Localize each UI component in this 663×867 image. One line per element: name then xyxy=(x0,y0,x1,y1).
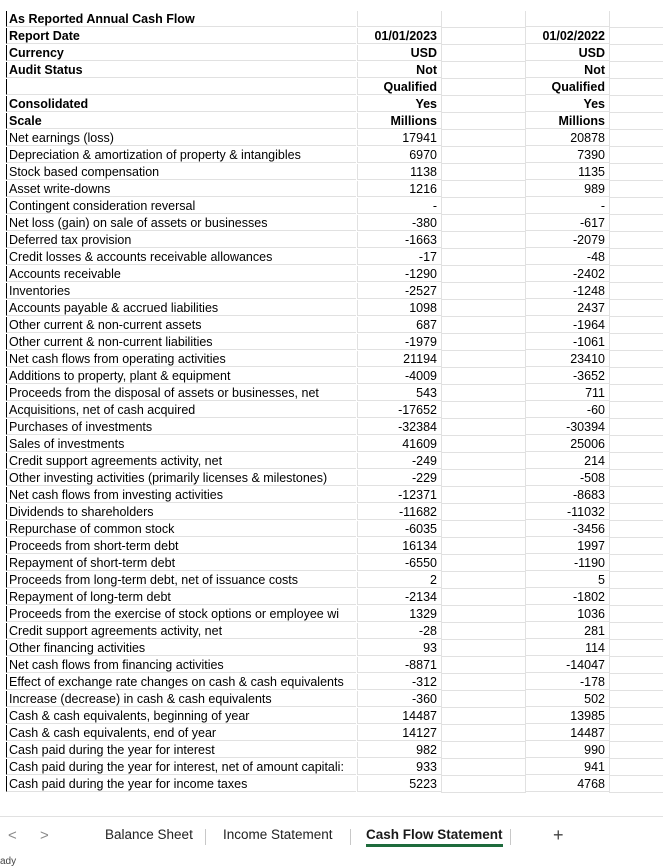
row-label-cell[interactable]: Credit support agreements activity, net xyxy=(6,453,356,469)
empty-cell[interactable] xyxy=(441,11,526,28)
value-2023-cell[interactable]: 1216 xyxy=(357,181,441,197)
value-2022-cell[interactable]: Qualified xyxy=(525,79,609,95)
value-2022-cell[interactable]: 7390 xyxy=(525,147,609,163)
value-2023-cell[interactable]: Qualified xyxy=(357,79,441,95)
empty-cell[interactable] xyxy=(441,521,526,538)
empty-cell[interactable] xyxy=(441,198,526,215)
value-2022-cell[interactable]: 1036 xyxy=(525,606,609,622)
value-2022-cell[interactable]: 1997 xyxy=(525,538,609,554)
row-label-cell[interactable]: Other current & non-current assets xyxy=(6,317,356,333)
table-row xyxy=(0,572,663,589)
table-row xyxy=(0,759,663,776)
row-label-cell[interactable]: Audit Status xyxy=(6,62,356,78)
value-2023-cell[interactable]: USD xyxy=(357,45,441,61)
value-2023-cell[interactable]: 17941 xyxy=(357,130,441,146)
value-2023-cell[interactable]: 01/01/2023 xyxy=(357,28,441,44)
empty-cell[interactable] xyxy=(609,589,663,606)
empty-cell[interactable] xyxy=(609,691,663,708)
empty-cell[interactable] xyxy=(441,470,526,487)
value-2022-cell[interactable]: 502 xyxy=(525,691,609,707)
empty-cell[interactable] xyxy=(441,164,526,181)
header-row xyxy=(0,62,663,79)
value-2022-cell[interactable]: -48 xyxy=(525,249,609,265)
empty-cell[interactable] xyxy=(609,759,663,776)
value-2023-cell[interactable]: -32384 xyxy=(357,419,441,435)
empty-cell[interactable] xyxy=(609,45,663,62)
value-2022-cell[interactable]: 4768 xyxy=(525,776,609,792)
value-2023-cell[interactable]: -2527 xyxy=(357,283,441,299)
value-2022-cell[interactable]: -2079 xyxy=(525,232,609,248)
row-label-cell[interactable]: Other current & non-current liabilities xyxy=(6,334,356,350)
value-2023-cell[interactable]: 982 xyxy=(357,742,441,758)
value-2023-cell[interactable]: 2 xyxy=(357,572,441,588)
value-2022-cell[interactable]: 214 xyxy=(525,453,609,469)
value-2023-cell[interactable]: 16134 xyxy=(357,538,441,554)
value-2022-cell[interactable]: -11032 xyxy=(525,504,609,520)
value-2023-cell[interactable]: 1329 xyxy=(357,606,441,622)
table-row xyxy=(0,164,663,181)
empty-cell[interactable] xyxy=(609,232,663,249)
empty-cell[interactable] xyxy=(441,266,526,283)
table-row xyxy=(0,232,663,249)
empty-cell[interactable] xyxy=(609,623,663,640)
row-label-cell[interactable]: As Reported Annual Cash Flow xyxy=(6,11,356,27)
add-sheet-icon[interactable]: + xyxy=(553,825,564,845)
table-row xyxy=(0,487,663,504)
empty-cell[interactable] xyxy=(609,708,663,725)
value-2022-cell[interactable]: -30394 xyxy=(525,419,609,435)
row-label-cell[interactable]: Other investing activities (primarily licenses & milestones) xyxy=(6,470,356,486)
value-2022-cell[interactable]: -1248 xyxy=(525,283,609,299)
value-2023-cell[interactable]: -12371 xyxy=(357,487,441,503)
empty-cell[interactable] xyxy=(441,147,526,164)
empty-cell[interactable] xyxy=(441,436,526,453)
empty-cell[interactable] xyxy=(609,640,663,657)
table-row xyxy=(0,725,663,742)
value-2022-cell[interactable]: 989 xyxy=(525,181,609,197)
empty-cell[interactable] xyxy=(609,674,663,691)
row-label-cell[interactable]: Other financing activities xyxy=(6,640,356,656)
empty-cell[interactable] xyxy=(609,402,663,419)
value-2022-cell[interactable]: 20878 xyxy=(525,130,609,146)
table-row xyxy=(0,504,663,521)
empty-cell[interactable] xyxy=(441,317,526,334)
row-label-cell[interactable] xyxy=(6,79,356,95)
value-2022-cell[interactable]: -14047 xyxy=(525,657,609,673)
value-2022-cell[interactable]: 941 xyxy=(525,759,609,775)
empty-cell[interactable] xyxy=(609,351,663,368)
empty-cell[interactable] xyxy=(441,385,526,402)
value-2022-cell[interactable]: 990 xyxy=(525,742,609,758)
table-row xyxy=(0,606,663,623)
value-2022-cell[interactable]: 1135 xyxy=(525,164,609,180)
value-2023-cell[interactable]: -6550 xyxy=(357,555,441,571)
empty-cell[interactable] xyxy=(441,674,526,691)
empty-cell[interactable] xyxy=(609,368,663,385)
value-2023-cell[interactable]: 933 xyxy=(357,759,441,775)
empty-cell[interactable] xyxy=(441,79,526,96)
value-2022-cell[interactable]: - xyxy=(525,198,609,214)
value-2023-cell[interactable]: 93 xyxy=(357,640,441,656)
empty-cell[interactable] xyxy=(609,79,663,96)
table-row xyxy=(0,181,663,198)
row-label-cell[interactable]: Net loss (gain) on sale of assets or businesses xyxy=(6,215,356,231)
table-row xyxy=(0,742,663,759)
empty-cell[interactable] xyxy=(609,181,663,198)
table-row xyxy=(0,147,663,164)
row-label-cell[interactable]: Stock based compensation xyxy=(6,164,356,180)
table-row xyxy=(0,674,663,691)
empty-cell[interactable] xyxy=(441,691,526,708)
value-2023-cell[interactable]: -1290 xyxy=(357,266,441,282)
table-row xyxy=(0,521,663,538)
empty-cell[interactable] xyxy=(441,453,526,470)
empty-cell[interactable] xyxy=(441,232,526,249)
value-2022-cell[interactable]: -1802 xyxy=(525,589,609,605)
value-2022-cell[interactable]: 14487 xyxy=(525,725,609,741)
table-row xyxy=(0,776,663,793)
empty-cell[interactable] xyxy=(609,130,663,147)
value-2023-cell[interactable]: -1979 xyxy=(357,334,441,350)
table-row xyxy=(0,317,663,334)
table-row xyxy=(0,368,663,385)
table-row xyxy=(0,555,663,572)
empty-cell[interactable] xyxy=(441,215,526,232)
row-label-cell[interactable]: Deferred tax provision xyxy=(6,232,356,248)
table-row xyxy=(0,691,663,708)
row-label-cell[interactable]: Cash paid during the year for interest, net of amount capitali: xyxy=(6,759,356,775)
empty-cell[interactable] xyxy=(609,657,663,674)
empty-cell[interactable] xyxy=(441,759,526,776)
value-2023-cell[interactable]: -249 xyxy=(357,453,441,469)
header-row xyxy=(0,45,663,62)
value-2023-cell[interactable]: -17 xyxy=(357,249,441,265)
empty-cell[interactable] xyxy=(441,725,526,742)
row-label-cell[interactable]: Credit losses & accounts receivable allowances xyxy=(6,249,356,265)
value-2022-cell[interactable] xyxy=(525,11,609,27)
value-2023-cell[interactable]: -17652 xyxy=(357,402,441,418)
row-label-cell[interactable]: Dividends to shareholders xyxy=(6,504,356,520)
table-row xyxy=(0,589,663,606)
value-2022-cell[interactable]: 114 xyxy=(525,640,609,656)
value-2023-cell[interactable]: 5223 xyxy=(357,776,441,792)
chevron-right-icon[interactable]: > xyxy=(40,827,49,844)
empty-cell[interactable] xyxy=(441,555,526,572)
table-row xyxy=(0,215,663,232)
row-label-cell[interactable]: Cash paid during the year for interest xyxy=(6,742,356,758)
empty-cell[interactable] xyxy=(609,742,663,759)
table-row xyxy=(0,538,663,555)
empty-cell[interactable] xyxy=(609,419,663,436)
table-row xyxy=(0,623,663,640)
header-row xyxy=(0,28,663,45)
tab-separator xyxy=(205,829,206,845)
status-bar-text: ady xyxy=(0,856,17,867)
empty-cell[interactable] xyxy=(609,96,663,113)
value-2022-cell[interactable]: 2437 xyxy=(525,300,609,316)
row-label-cell[interactable]: Consolidated xyxy=(6,96,356,112)
table-row xyxy=(0,249,663,266)
value-2022-cell[interactable]: Not xyxy=(525,62,609,78)
row-label-cell[interactable]: Contingent consideration reversal xyxy=(6,198,356,214)
empty-cell[interactable] xyxy=(609,538,663,555)
value-2022-cell[interactable]: -178 xyxy=(525,674,609,690)
value-2022-cell[interactable]: 281 xyxy=(525,623,609,639)
empty-cell[interactable] xyxy=(441,572,526,589)
value-2023-cell[interactable]: - xyxy=(357,198,441,214)
table-row xyxy=(0,334,663,351)
value-2023-cell[interactable]: -4009 xyxy=(357,368,441,384)
empty-cell[interactable] xyxy=(441,606,526,623)
empty-cell[interactable] xyxy=(609,62,663,79)
value-2022-cell[interactable]: 13985 xyxy=(525,708,609,724)
value-2023-cell[interactable]: -229 xyxy=(357,470,441,486)
value-2022-cell[interactable]: -1964 xyxy=(525,317,609,333)
row-label-cell[interactable]: Increase (decrease) in cash & cash equivalents xyxy=(6,691,356,707)
chevron-left-icon[interactable]: < xyxy=(8,827,17,844)
table-row xyxy=(0,657,663,674)
row-label-cell[interactable]: Proceeds from short-term debt xyxy=(6,538,356,554)
row-label-cell[interactable]: Proceeds from the exercise of stock options or employee wi xyxy=(6,606,356,622)
value-2023-cell[interactable]: 6970 xyxy=(357,147,441,163)
value-2023-cell[interactable]: -2134 xyxy=(357,589,441,605)
row-label-cell[interactable]: Cash & cash equivalents, beginning of year xyxy=(6,708,356,724)
value-2022-cell[interactable]: -1190 xyxy=(525,555,609,571)
row-label-cell[interactable]: Additions to property, plant & equipment xyxy=(6,368,356,384)
value-2023-cell[interactable] xyxy=(357,11,441,27)
value-2023-cell[interactable]: 14127 xyxy=(357,725,441,741)
empty-cell[interactable] xyxy=(441,776,526,793)
empty-cell[interactable] xyxy=(441,504,526,521)
row-label-cell[interactable]: Proceeds from long-term debt, net of issuance costs xyxy=(6,572,356,588)
empty-cell[interactable] xyxy=(441,249,526,266)
row-label-cell[interactable]: Credit support agreements activity, net xyxy=(6,623,356,639)
empty-cell[interactable] xyxy=(441,113,526,130)
value-2023-cell[interactable]: 41609 xyxy=(357,436,441,452)
row-label-cell[interactable]: Repurchase of common stock xyxy=(6,521,356,537)
row-label-cell[interactable]: Accounts payable & accrued liabilities xyxy=(6,300,356,316)
empty-cell[interactable] xyxy=(441,96,526,113)
header-row xyxy=(0,113,663,130)
value-2022-cell[interactable]: USD xyxy=(525,45,609,61)
empty-cell[interactable] xyxy=(441,28,526,45)
table-row xyxy=(0,419,663,436)
value-2023-cell[interactable]: 543 xyxy=(357,385,441,401)
row-label-cell[interactable]: Net cash flows from financing activities xyxy=(6,657,356,673)
row-label-cell[interactable]: Cash paid during the year for income taxes xyxy=(6,776,356,792)
empty-cell[interactable] xyxy=(609,572,663,589)
empty-cell[interactable] xyxy=(441,351,526,368)
value-2023-cell[interactable]: Not xyxy=(357,62,441,78)
empty-cell[interactable] xyxy=(441,589,526,606)
value-2023-cell[interactable]: 21194 xyxy=(357,351,441,367)
value-2023-cell[interactable]: 1138 xyxy=(357,164,441,180)
empty-cell[interactable] xyxy=(609,28,663,45)
value-2022-cell[interactable]: -8683 xyxy=(525,487,609,503)
table-row xyxy=(0,198,663,215)
empty-cell[interactable] xyxy=(441,538,526,555)
tab-separator xyxy=(510,829,511,845)
empty-cell[interactable] xyxy=(441,640,526,657)
table-row xyxy=(0,385,663,402)
row-label-cell[interactable]: Purchases of investments xyxy=(6,419,356,435)
empty-cell[interactable] xyxy=(441,368,526,385)
row-label-cell[interactable]: Effect of exchange rate changes on cash & cash equivalents xyxy=(6,674,356,690)
empty-cell[interactable] xyxy=(609,11,663,28)
table-row xyxy=(0,640,663,657)
empty-cell[interactable] xyxy=(609,776,663,793)
row-label-cell[interactable]: Inventories xyxy=(6,283,356,299)
tab-separator xyxy=(350,829,351,845)
table-row xyxy=(0,453,663,470)
empty-cell[interactable] xyxy=(609,470,663,487)
empty-cell[interactable] xyxy=(609,283,663,300)
empty-cell[interactable] xyxy=(609,215,663,232)
value-2022-cell[interactable]: -3652 xyxy=(525,368,609,384)
value-2022-cell[interactable]: 5 xyxy=(525,572,609,588)
empty-cell[interactable] xyxy=(609,334,663,351)
empty-cell[interactable] xyxy=(609,300,663,317)
table-row xyxy=(0,708,663,725)
empty-cell[interactable] xyxy=(609,504,663,521)
empty-cell[interactable] xyxy=(441,402,526,419)
value-2023-cell[interactable]: -8871 xyxy=(357,657,441,673)
empty-cell[interactable] xyxy=(609,249,663,266)
table-row xyxy=(0,283,663,300)
value-2023-cell[interactable]: -1663 xyxy=(357,232,441,248)
value-2022-cell[interactable]: -617 xyxy=(525,215,609,231)
value-2022-cell[interactable]: 711 xyxy=(525,385,609,401)
value-2022-cell[interactable]: Yes xyxy=(525,96,609,112)
row-label-cell[interactable]: Currency xyxy=(6,45,356,61)
empty-cell[interactable] xyxy=(609,487,663,504)
empty-cell[interactable] xyxy=(609,436,663,453)
empty-cell[interactable] xyxy=(441,130,526,147)
header-row xyxy=(0,11,663,28)
empty-cell[interactable] xyxy=(441,300,526,317)
header-row xyxy=(0,96,663,113)
row-label-cell[interactable]: Accounts receivable xyxy=(6,266,356,282)
empty-cell[interactable] xyxy=(441,487,526,504)
empty-cell[interactable] xyxy=(441,283,526,300)
row-label-cell[interactable]: Asset write-downs xyxy=(6,181,356,197)
header-row xyxy=(0,79,663,96)
value-2023-cell[interactable]: -11682 xyxy=(357,504,441,520)
value-2022-cell[interactable]: -60 xyxy=(525,402,609,418)
row-label-cell[interactable]: Depreciation & amortization of property & intangibles xyxy=(6,147,356,163)
value-2022-cell[interactable]: Millions xyxy=(525,113,609,129)
value-2023-cell[interactable]: -28 xyxy=(357,623,441,639)
empty-cell[interactable] xyxy=(609,147,663,164)
value-2022-cell[interactable]: -3456 xyxy=(525,521,609,537)
row-label-cell[interactable]: Acquisitions, net of cash acquired xyxy=(6,402,356,418)
table-row xyxy=(0,130,663,147)
value-2022-cell[interactable]: 01/02/2022 xyxy=(525,28,609,44)
empty-cell[interactable] xyxy=(609,453,663,470)
value-2022-cell[interactable]: 25006 xyxy=(525,436,609,452)
empty-cell[interactable] xyxy=(441,657,526,674)
row-label-cell[interactable]: Cash & cash equivalents, end of year xyxy=(6,725,356,741)
table-row xyxy=(0,300,663,317)
tab-balance-sheet[interactable]: Balance Sheet xyxy=(105,827,193,842)
empty-cell[interactable] xyxy=(441,419,526,436)
value-2022-cell[interactable]: -2402 xyxy=(525,266,609,282)
empty-cell[interactable] xyxy=(441,708,526,725)
value-2022-cell[interactable]: -1061 xyxy=(525,334,609,350)
value-2023-cell[interactable]: -380 xyxy=(357,215,441,231)
row-label-cell[interactable]: Net cash flows from operating activities xyxy=(6,351,356,367)
empty-cell[interactable] xyxy=(441,742,526,759)
value-2022-cell[interactable]: -508 xyxy=(525,470,609,486)
empty-cell[interactable] xyxy=(609,385,663,402)
table-row xyxy=(0,351,663,368)
row-label-cell[interactable]: Sales of investments xyxy=(6,436,356,452)
empty-cell[interactable] xyxy=(609,266,663,283)
empty-cell[interactable] xyxy=(441,62,526,79)
empty-cell[interactable] xyxy=(609,317,663,334)
empty-cell[interactable] xyxy=(609,113,663,130)
row-label-cell[interactable]: Net cash flows from investing activities xyxy=(6,487,356,503)
empty-cell[interactable] xyxy=(441,623,526,640)
empty-cell[interactable] xyxy=(609,164,663,181)
tab-income-statement[interactable]: Income Statement xyxy=(223,827,333,842)
value-2023-cell[interactable]: -312 xyxy=(357,674,441,690)
tab-cash-flow-statement[interactable]: Cash Flow Statement xyxy=(366,827,503,842)
empty-cell[interactable] xyxy=(609,606,663,623)
value-2023-cell[interactable]: 14487 xyxy=(357,708,441,724)
empty-cell[interactable] xyxy=(441,181,526,198)
value-2023-cell[interactable]: Millions xyxy=(357,113,441,129)
empty-cell[interactable] xyxy=(609,555,663,572)
row-label-cell[interactable]: Report Date xyxy=(6,28,356,44)
value-2022-cell[interactable]: 23410 xyxy=(525,351,609,367)
table-row xyxy=(0,266,663,283)
empty-cell[interactable] xyxy=(441,334,526,351)
value-2023-cell[interactable]: 687 xyxy=(357,317,441,333)
empty-cell[interactable] xyxy=(441,45,526,62)
value-2023-cell[interactable]: Yes xyxy=(357,96,441,112)
row-label-cell[interactable]: Net earnings (loss) xyxy=(6,130,356,146)
table-row xyxy=(0,436,663,453)
row-label-cell[interactable]: Proceeds from the disposal of assets or businesses, net xyxy=(6,385,356,401)
row-label-cell[interactable]: Repayment of long-term debt xyxy=(6,589,356,605)
table-row xyxy=(0,470,663,487)
empty-cell[interactable] xyxy=(609,198,663,215)
value-2023-cell[interactable]: -360 xyxy=(357,691,441,707)
value-2023-cell[interactable]: -6035 xyxy=(357,521,441,537)
value-2023-cell[interactable]: 1098 xyxy=(357,300,441,316)
row-label-cell[interactable]: Repayment of short-term debt xyxy=(6,555,356,571)
empty-cell[interactable] xyxy=(609,521,663,538)
row-label-cell[interactable]: Scale xyxy=(6,113,356,129)
empty-cell[interactable] xyxy=(609,725,663,742)
table-row xyxy=(0,402,663,419)
sheet-tab-bar xyxy=(0,816,663,855)
